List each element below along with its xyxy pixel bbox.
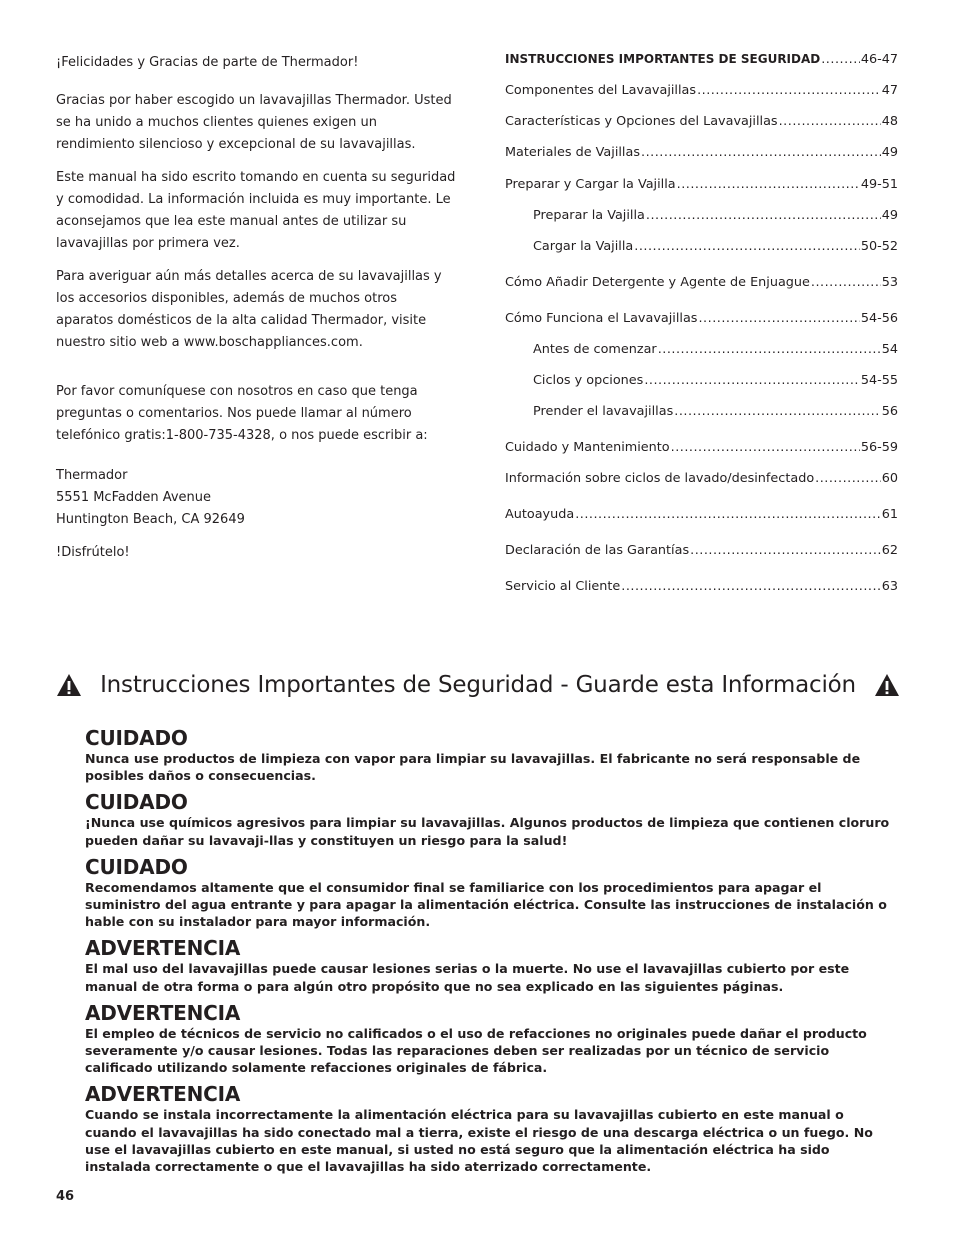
closing-text: !Disfrútelo! [56, 545, 130, 560]
toc-page: 49 [881, 208, 898, 223]
toc-entry[interactable] [505, 145, 898, 165]
toc-label: Cómo Funciona el Lavavajillas [505, 311, 698, 326]
address-line: Thermador [56, 468, 128, 483]
warning-notice [85, 1001, 897, 1077]
toc-label: Características y Opciones del Lavavajillas [505, 114, 778, 129]
toc-page: 49 [881, 145, 898, 160]
toc-label: Servicio al Cliente [505, 579, 621, 594]
toc-leader [671, 440, 860, 455]
safety-title: Instrucciones Importantes de Seguridad - Guarde esta Información [100, 672, 856, 698]
more-info-paragraph: Para averiguar aún más detalles acerca de su lavavajillas y los accesorios disponibles, además de muchos otros aparatos domésticos de la alta calidad Thermador, visite nuestro sitio web a www.boschappliances.com. [56, 269, 442, 350]
toc-leader [821, 52, 860, 67]
toc-leader [697, 83, 881, 98]
toc-subentry[interactable] [533, 208, 898, 228]
toc-leader [690, 543, 881, 558]
manual-purpose-paragraph: Este manual ha sido escrito tomando en cuenta su seguridad y comodidad. La información incluida es muy importante. Le aconsejamos que lea este manual antes de utilizar su lavavajillas por primera vez. [56, 170, 456, 251]
address-block [56, 465, 456, 531]
toc-entry[interactable] [505, 52, 898, 72]
toc-page: 47 [881, 83, 898, 98]
page-number: 46 [56, 1189, 75, 1204]
toc-page: 54 [881, 342, 898, 357]
notice-text: Recomendamos altamente que el consumidor final se familiarice con los procedimientos para apagar el suministro del agua entrante y para apagar la alimentación eléctrica. Consulte las instrucciones de instalación o hable con su instalador para mayor información. [85, 879, 887, 930]
toc-label: Declaración de las Garantías [505, 543, 690, 558]
caution-notice [85, 855, 897, 931]
toc-page: 54-56 [860, 311, 898, 326]
contact-paragraph: Por favor comuníquese con nosotros en caso que tenga preguntas o comentarios. Nos puede llamar al número telefónico gratis:1-800-735-4328, o nos puede escribir a: [56, 384, 428, 443]
toc-page: 56-59 [860, 440, 898, 455]
toc-leader [646, 208, 881, 223]
toc-subentry[interactable] [533, 342, 898, 362]
safety-section-header [56, 672, 900, 698]
toc-leader [641, 145, 881, 160]
toc-page: 48 [881, 114, 898, 129]
toc-label: Ciclos y opciones [533, 373, 644, 388]
toc-page: 54-55 [860, 373, 898, 388]
toc-label: Cargar la Vajilla [533, 239, 634, 254]
intro-column [56, 52, 456, 564]
warning-notice [85, 1082, 897, 1175]
toc-leader [811, 275, 881, 290]
notice-heading: ADVERTENCIA [85, 1082, 241, 1107]
toc-leader [677, 177, 860, 192]
toc-page: 46-47 [860, 52, 898, 67]
toc-page: 53 [881, 275, 898, 290]
toc-label: Cómo Añadir Detergente y Agente de Enjuague [505, 275, 810, 290]
toc-leader [698, 311, 859, 326]
notice-heading: CUIDADO [85, 854, 188, 879]
warning-notice [85, 936, 897, 994]
toc-leader [575, 507, 881, 522]
toc-page: 56 [881, 404, 898, 419]
notice-heading: ADVERTENCIA [85, 1000, 241, 1025]
toc-subentry[interactable] [533, 373, 898, 393]
toc-leader [634, 239, 860, 254]
notice-text: ¡Nunca use químicos agresivos para limpiar su lavavajillas. Algunos productos de limpieza que contienen cloruro pueden dañar su lavavaji-llas y constituyen un riesgo para la salud! [85, 815, 890, 848]
toc-label: Autoayuda [505, 507, 575, 522]
toc-label: INSTRUCCIONES IMPORTANTES DE SEGURIDAD [505, 52, 821, 66]
toc-entry[interactable] [505, 543, 898, 563]
notice-heading: CUIDADO [85, 726, 188, 750]
toc-label: Preparar la Vajilla [533, 208, 645, 223]
greeting-text: ¡Felicidades y Gracias de parte de Thermador! [56, 55, 359, 70]
warning-triangle-icon [56, 672, 82, 698]
toc-leader [644, 373, 860, 388]
notice-heading: ADVERTENCIA [85, 936, 241, 961]
toc-entry[interactable] [505, 471, 898, 491]
thanks-paragraph: Gracias por haber escogido un lavavajillas Thermador. Usted se ha unido a muchos clientes quienes exigen un rendimiento silencioso y excepcional de su lavavajillas. [56, 93, 452, 152]
notice-text: Nunca use productos de limpieza con vapor para limpiar su lavavajillas. El fabricante no será responsable de posibles daños o consecuencias. [85, 751, 861, 784]
toc-page: 61 [881, 507, 898, 522]
toc-entry[interactable] [505, 440, 898, 460]
toc-subentry[interactable] [533, 404, 898, 424]
safety-notices [85, 726, 897, 1181]
toc-leader [815, 471, 881, 486]
toc-entry[interactable] [505, 507, 898, 527]
toc-leader [674, 404, 880, 419]
address-line: 5551 McFadden Avenue [56, 490, 212, 505]
notice-text: Cuando se instala incorrectamente la alimentación eléctrica para su lavavajillas cubierto en este manual o cuando el lavavajillas ha sido conectado mal a tierra, existe el riesgo de una descarga eléctrica o un fuego. No use el lavavajillas cubierto en este manual, si usted no está seguro que la alimentación eléctrica ha sido instalada correctamente o que el lavavajillas ha sido aterrizado correctamente. [85, 1107, 873, 1175]
toc-page: 60 [881, 471, 898, 486]
toc-entry[interactable] [505, 579, 898, 599]
toc-leader [658, 342, 881, 357]
toc-page: 62 [881, 543, 898, 558]
toc-page: 63 [881, 579, 898, 594]
toc-subentry[interactable] [533, 239, 898, 259]
toc-page: 49-51 [860, 177, 898, 192]
toc-label: Componentes del Lavavajillas [505, 83, 697, 98]
address-line: Huntington Beach, CA 92649 [56, 512, 245, 527]
caution-notice [85, 790, 897, 848]
toc-label: Cuidado y Mantenimiento [505, 440, 670, 455]
notice-text: El mal uso del lavavajillas puede causar lesiones serias o la muerte. No use el lavavajillas cubierto por este manual de otra forma o para algún otro propósito que no sea explicado en las siguientes páginas. [85, 961, 850, 994]
toc-entry[interactable] [505, 177, 898, 197]
toc-leader [779, 114, 881, 129]
toc-label: Preparar y Cargar la Vajilla [505, 177, 676, 192]
toc-entry[interactable] [505, 114, 898, 134]
toc-page: 50-52 [860, 239, 898, 254]
notice-heading: CUIDADO [85, 790, 188, 815]
toc-label: Materiales de Vajillas [505, 145, 640, 160]
caution-notice [85, 726, 897, 784]
toc-entry[interactable] [505, 311, 898, 331]
toc-entry[interactable] [505, 83, 898, 103]
warning-triangle-icon [874, 672, 900, 698]
toc-label: Información sobre ciclos de lavado/desinfectado [505, 471, 815, 486]
toc-label: Antes de comenzar [533, 342, 657, 357]
toc-label: Prender el lavavajillas [533, 404, 674, 419]
toc-entry[interactable] [505, 275, 898, 295]
notice-text: El empleo de técnicos de servicio no calificados o el uso de refacciones no originales puede dañar el producto severamente y/o causar lesiones. Todas las reparaciones deben ser realizadas por un técnico de servicio calificado utilizando solamente refacciones originales de fábrica. [85, 1025, 867, 1076]
toc-leader [621, 579, 880, 594]
